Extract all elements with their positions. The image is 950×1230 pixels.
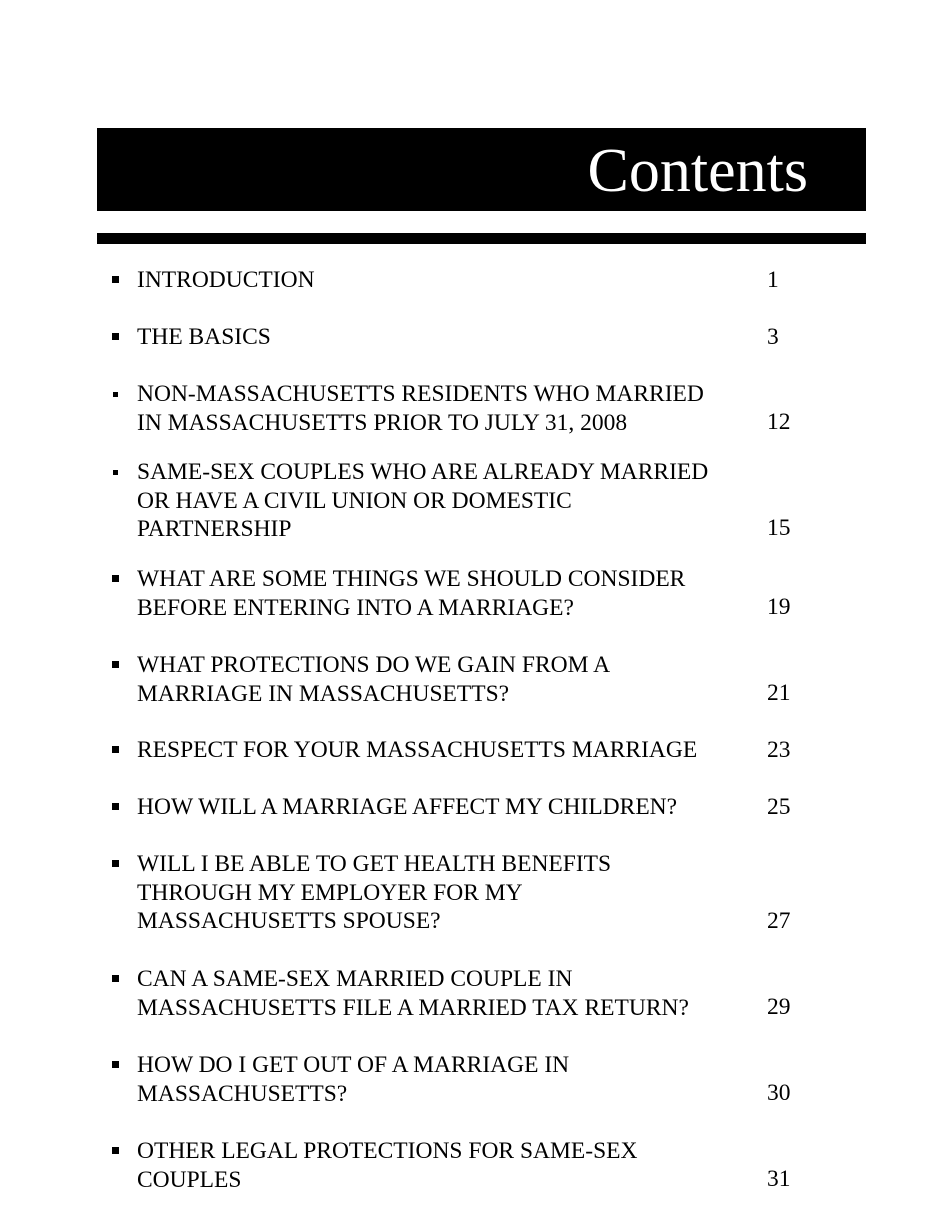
toc-entry-page: 29 [767, 994, 791, 1020]
toc-entry-title: CAN A SAME-SEX MARRIED COUPLE IN MASSACHUSETTS FILE A MARRIED TAX RETURN? [137, 966, 689, 1021]
toc-entry-page: 27 [767, 908, 791, 934]
bullet-icon [112, 661, 119, 668]
toc-entry-page: 15 [767, 515, 791, 541]
toc-entry-title: OTHER LEGAL PROTECTIONS FOR SAME-SEX COUPLES [137, 1138, 638, 1193]
bullet-icon [112, 803, 119, 810]
bullet-icon [112, 1061, 119, 1068]
bullet-icon [113, 470, 118, 475]
toc-entry-page: 23 [767, 737, 791, 763]
bullet-icon [112, 746, 119, 753]
toc-entry-title: SAME-SEX COUPLES WHO ARE ALREADY MARRIED OR HAVE A CIVIL UNION OR DOMESTIC PARTNERSHIP [137, 459, 709, 542]
bullet-icon [112, 975, 119, 982]
toc-entry-title: WILL I BE ABLE TO GET HEALTH BENEFITS THROUGH MY EMPLOYER FOR MY MASSACHUSETTS SPOUSE? [137, 851, 612, 934]
toc-entry-title: HOW DO I GET OUT OF A MARRIAGE IN MASSACHUSETTS? [137, 1052, 570, 1107]
bullet-icon [112, 276, 119, 283]
bullet-icon [112, 860, 119, 867]
page-title: Contents [587, 137, 808, 205]
toc-entry-page: 31 [767, 1166, 791, 1192]
toc-entry-page: 3 [767, 324, 779, 350]
toc-entry-title: THE BASICS [137, 324, 271, 350]
toc-entry-page: 30 [767, 1080, 791, 1106]
bullet-icon [112, 575, 119, 582]
toc-entry-page: 19 [767, 594, 791, 620]
bullet-icon [112, 1147, 119, 1154]
toc-entry-title: NON-MASSACHUSETTS RESIDENTS WHO MARRIED IN MASSACHUSETTS PRIOR TO JULY 31, 2008 [137, 381, 704, 436]
toc-entry-title: RESPECT FOR YOUR MASSACHUSETTS MARRIAGE [137, 737, 698, 763]
toc-entry-title: HOW WILL A MARRIAGE AFFECT MY CHILDREN? [137, 794, 678, 820]
bullet-icon [112, 333, 119, 340]
toc-entry-title: WHAT PROTECTIONS DO WE GAIN FROM A MARRIAGE IN MASSACHUSETTS? [137, 652, 611, 707]
toc-entry-title: WHAT ARE SOME THINGS WE SHOULD CONSIDER BEFORE ENTERING INTO A MARRIAGE? [137, 566, 686, 621]
bullet-icon [113, 392, 118, 397]
toc-entry-page: 21 [767, 680, 791, 706]
toc-entry-page: 25 [767, 794, 791, 820]
toc-entry-page: 1 [767, 267, 779, 293]
toc-entry-page: 12 [767, 409, 791, 435]
toc-entry-title: INTRODUCTION [137, 267, 315, 293]
